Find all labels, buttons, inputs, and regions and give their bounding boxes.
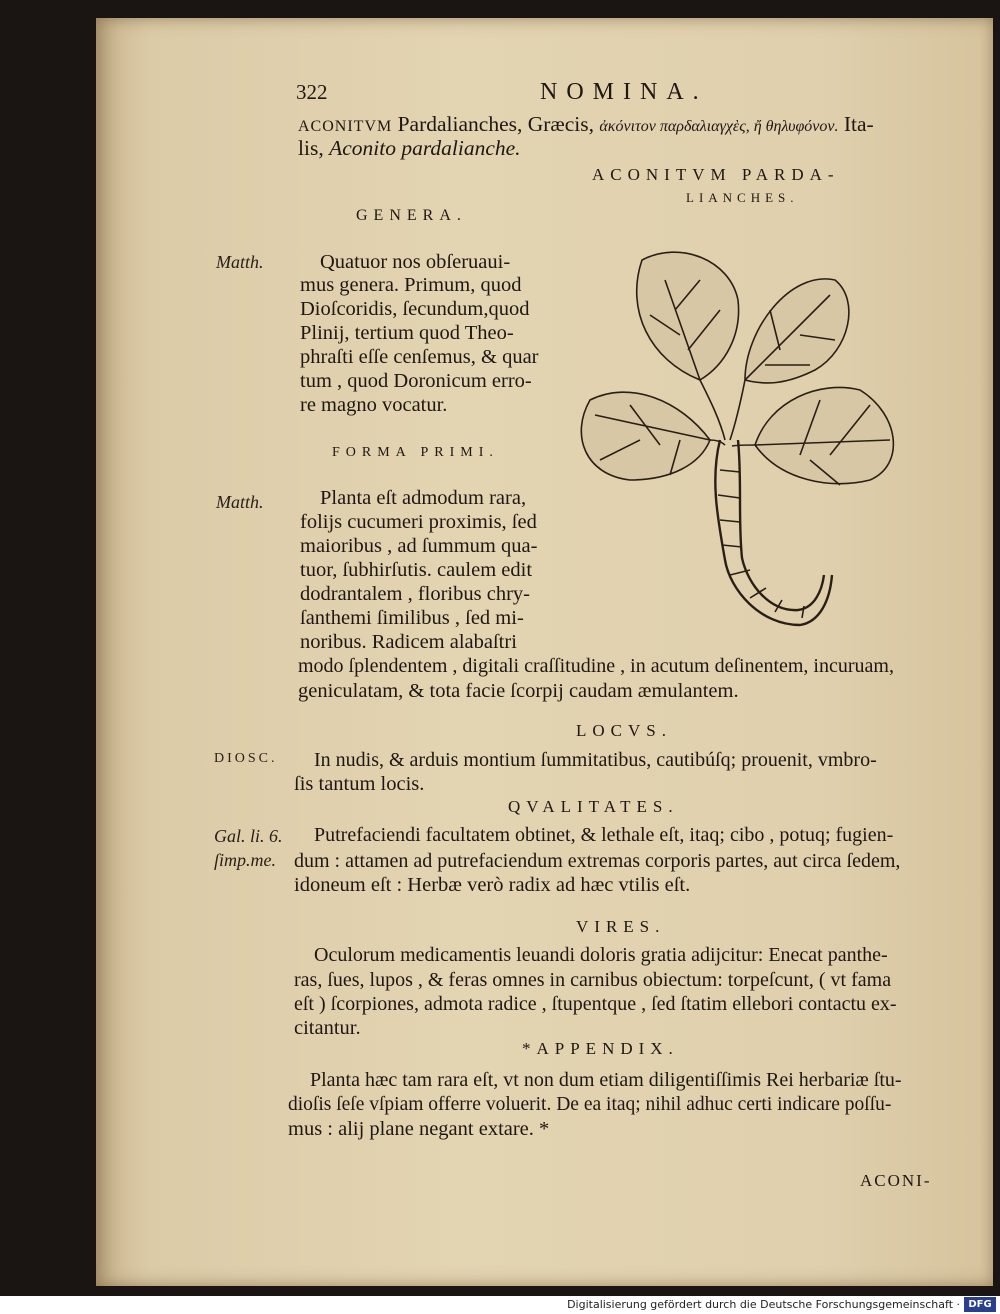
- appendix-line: mus : alij plane negant extare. *: [288, 1118, 550, 1140]
- forma-margin-note: Matth.: [216, 492, 264, 512]
- digitization-footer: [0, 1296, 1000, 1314]
- running-title: NOMINA.: [540, 79, 708, 105]
- forma-line: Planta eſt admodum rara,: [320, 487, 527, 509]
- qualitates-margin-note-1: Gal. li. 6.: [214, 826, 283, 846]
- genera-line: re magno vocatur.: [300, 394, 448, 416]
- title-line2-start: lis,: [298, 136, 330, 160]
- appendix-line: Planta hæc tam rara eſt, vt non dum etiam diligentiſſimis Rei herbariæ ſtu-: [310, 1069, 902, 1091]
- title-line-2: [298, 138, 521, 160]
- catchword: ACONI-: [860, 1171, 932, 1190]
- locus-line: In nudis, & arduis montium ſummitatibus, cautibúſq; prouenit, vmbro-: [314, 749, 877, 771]
- locus-margin-note: DIOSC.: [214, 751, 278, 766]
- forma-line: ſanthemi ſimilibus , ſed mi-: [300, 607, 524, 629]
- locus-heading: LOCVS.: [576, 721, 672, 740]
- dfg-logo: DFG: [964, 1297, 996, 1312]
- forma-line: modo ſplendentem , digitali craſſitudine , in acutum deſinentem, incuruam,: [298, 655, 894, 677]
- title-line-1: [298, 114, 874, 136]
- vires-line: eſt ) ſcorpiones, admota radice , ſtupentque , ſed ſtatim ellebori contactu ex-: [294, 993, 897, 1015]
- forma-line: dodrantalem , floribus chry-: [300, 583, 530, 605]
- footer-credit-text: Digitalisierung gefördert durch die Deutsche Forschungsgemeinschaft ·: [567, 1298, 960, 1311]
- genera-margin-note: Matth.: [216, 252, 264, 272]
- genera-heading: GENERA.: [356, 207, 467, 224]
- figure-caption-line-1: ACONITVM PARDA-: [592, 165, 840, 184]
- genera-line: tum , quod Doronicum erro-: [300, 370, 532, 392]
- title-end: Ita-: [838, 112, 874, 136]
- vires-line: citantur.: [294, 1017, 361, 1039]
- genera-line: mus genera. Primum, quod: [300, 274, 522, 296]
- qualitates-line: Putrefaciendi facultatem obtinet, & lethale eſt, itaq; cibo , potuq; fugien-: [314, 824, 894, 846]
- title-rest: Pardalianches, Græcis,: [392, 112, 600, 136]
- vires-line: Oculorum medicamentis leuandi doloris gratia adijcitur: Enecat panthe-: [314, 944, 888, 966]
- vires-line: ras, ſues, lupos , & feras omnes in carnibus obiectum: torpeſcunt, ( vt fama: [294, 969, 892, 991]
- qualitates-line: idoneum eſt : Herbæ verò radix ad hæc vtilis eſt.: [294, 874, 691, 896]
- appendix-line: dioſis ſeſe vſpiam offerre voluerit. De ea itaq; nihil adhuc certi indicare poſſu-: [288, 1094, 892, 1115]
- figure-caption-line-2: LIANCHES.: [686, 190, 799, 205]
- forma-line: maioribus , ad ſummum qua-: [300, 535, 538, 557]
- forma-heading: FORMA PRIMI.: [332, 445, 499, 460]
- genera-line: phraſti eſſe cenſemus, & quar: [300, 346, 539, 368]
- appendix-heading: *APPENDIX.: [522, 1039, 679, 1058]
- qualitates-margin-note-2: ſimp.me.: [214, 850, 276, 870]
- forma-line: noribus. Radicem alabaſtri: [300, 631, 517, 653]
- genera-line: Plinij, tertium quod Theo-: [300, 322, 514, 344]
- page-number: 322: [296, 80, 328, 104]
- qualitates-heading: QVALITATES.: [508, 797, 679, 816]
- forma-line: geniculatam, & tota facie ſcorpij caudam æmulantem.: [298, 680, 739, 702]
- qualitates-line: dum : attamen ad putrefaciendum extremas corporis partes, aut circa ſedem,: [294, 850, 901, 872]
- genera-line: Dioſcoridis, ſecundum,quod: [300, 298, 530, 320]
- vires-heading: VIRES.: [576, 917, 666, 936]
- title-smallcaps: ACONITVM: [298, 118, 393, 135]
- forma-line: folijs cucumeri proximis, ſed: [300, 511, 537, 533]
- forma-line: tuor, ſubhirſutis. caulem edit: [300, 559, 533, 581]
- title-italic: Aconito pardalianche.: [329, 136, 521, 160]
- aconitum-woodcut-illustration: [570, 240, 910, 640]
- locus-line: ſis tantum locis.: [294, 773, 425, 795]
- title-greek: ἀκόνιτον παρδαλιαγχὲς, ἤ θηλυφόνον.: [599, 118, 839, 135]
- genera-line: Quatuor nos obſeruaui-: [320, 251, 511, 273]
